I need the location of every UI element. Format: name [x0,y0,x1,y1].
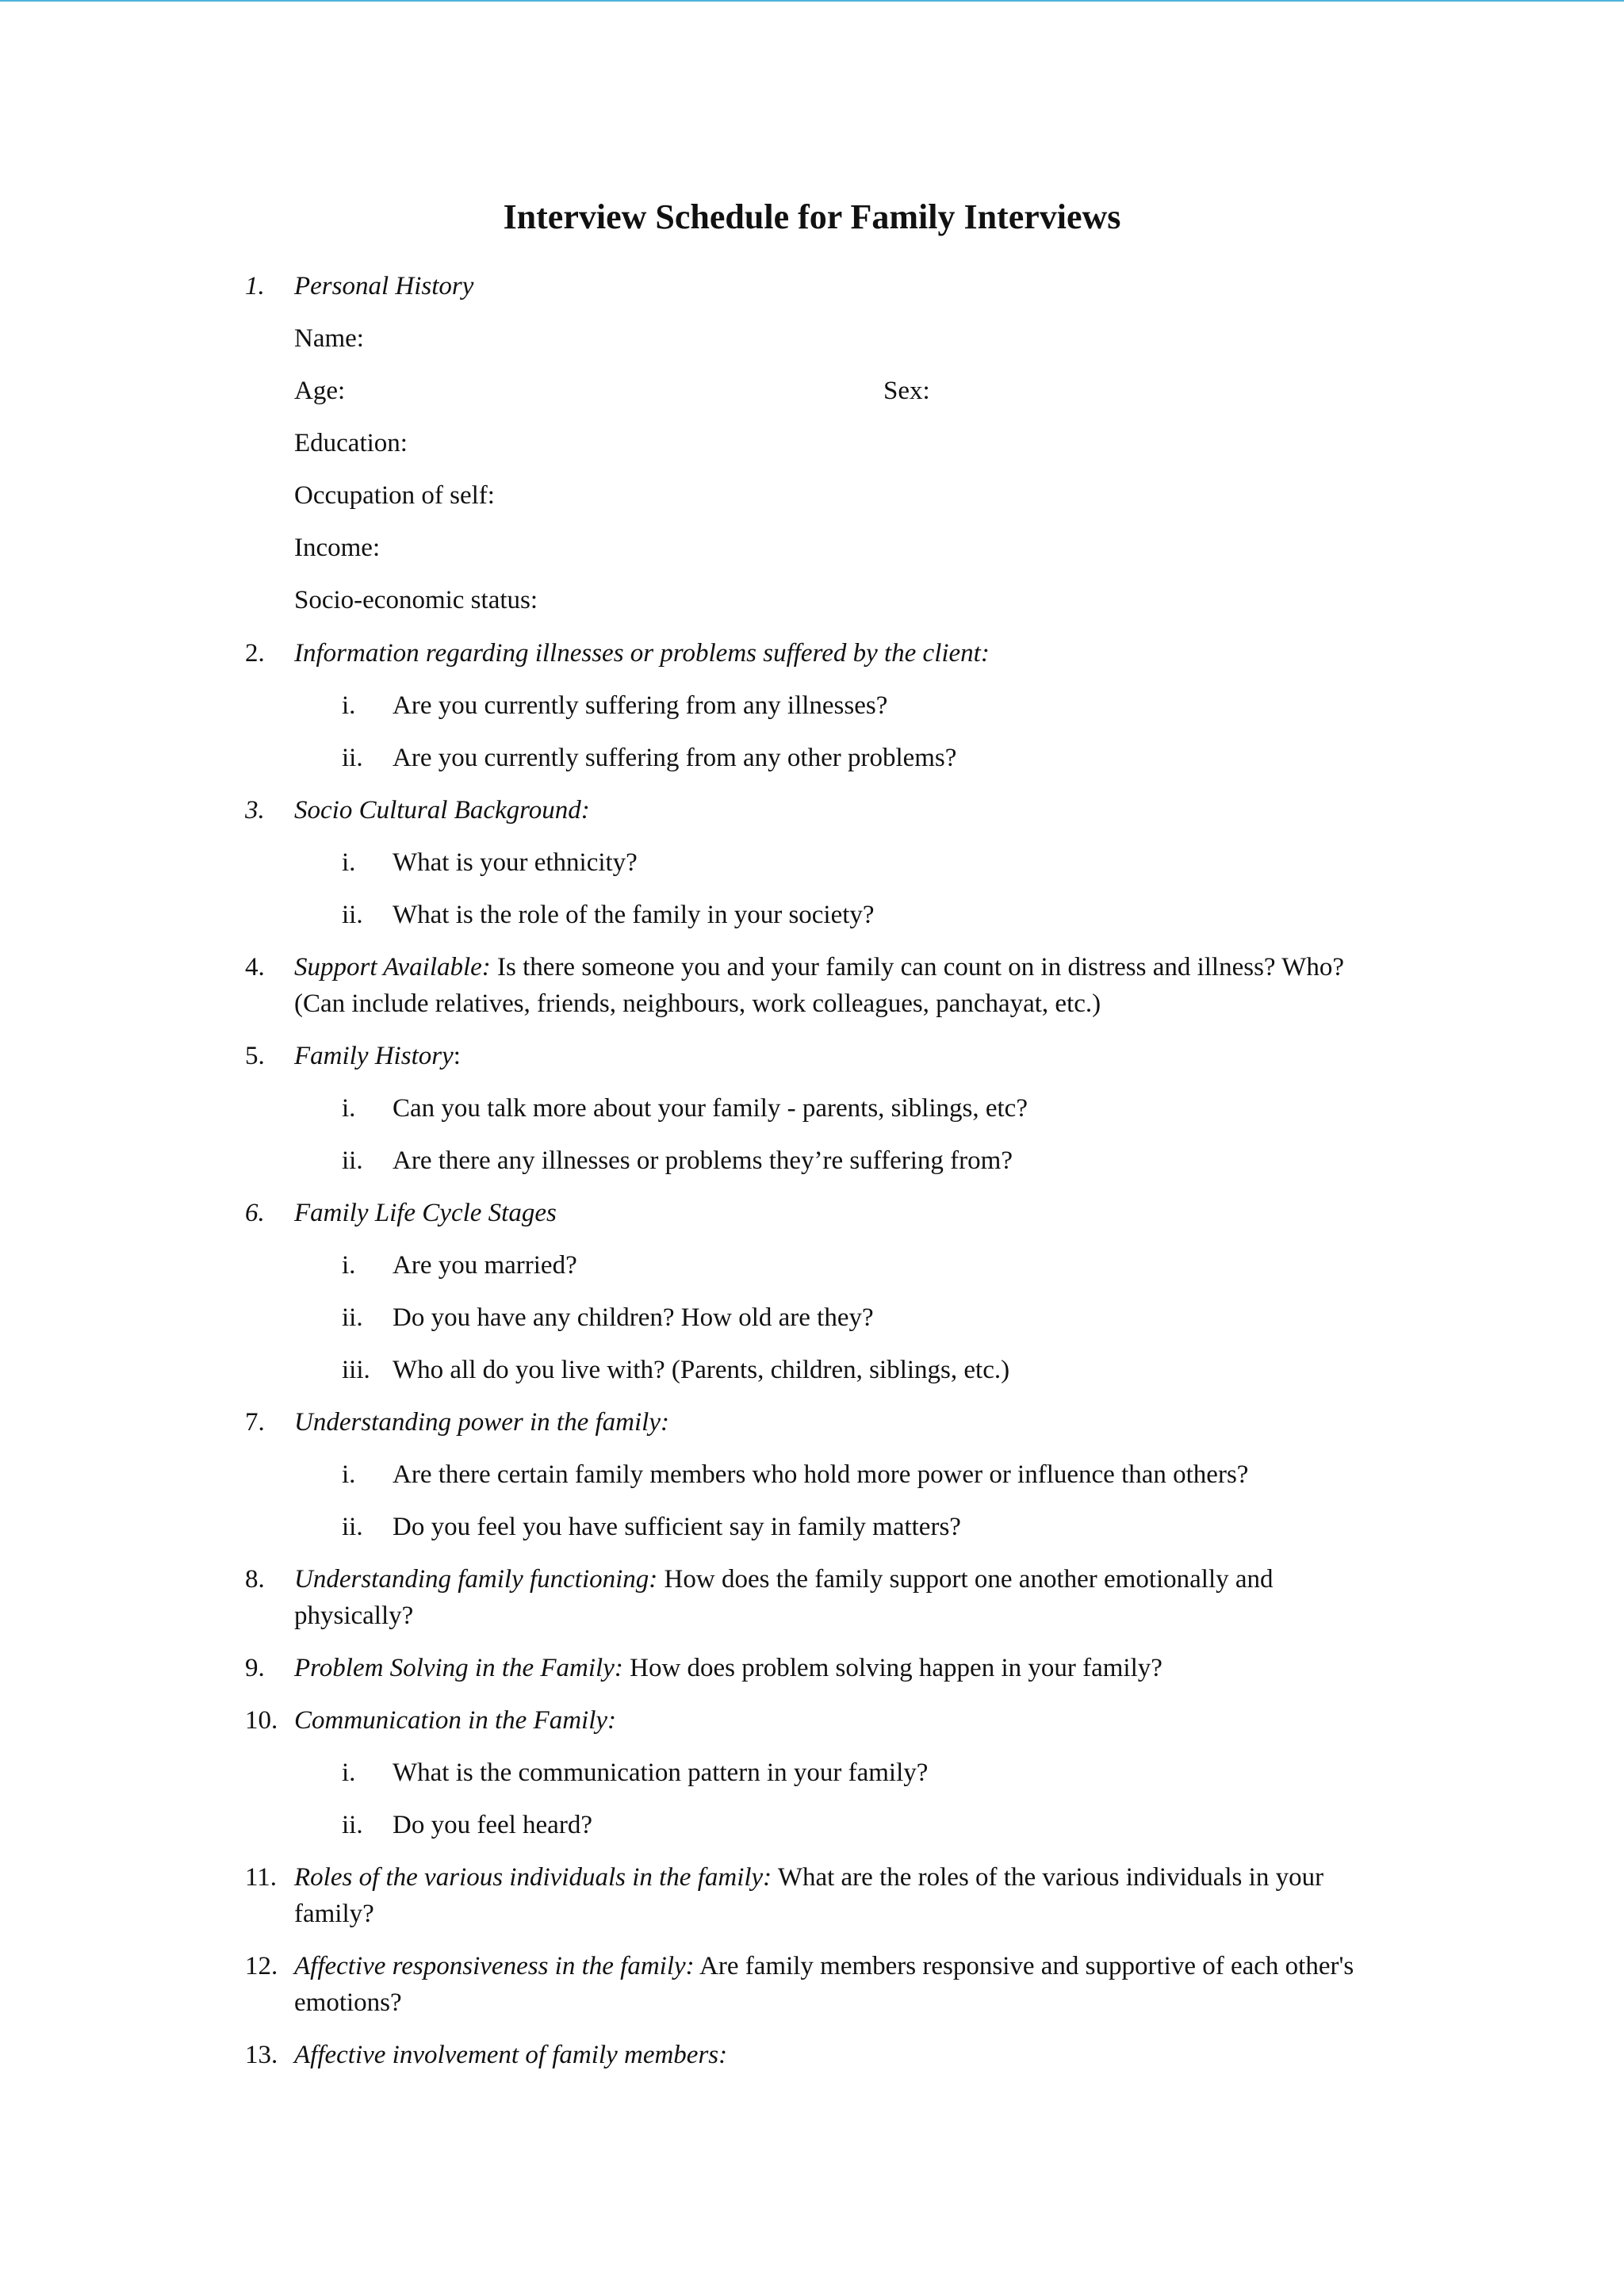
item-text: Are you currently suffering from any illnesses? [393,691,888,720]
item-text: Do you feel you have sufficient say in family matters? [393,1513,961,1541]
section-number: 7. [245,1408,265,1437]
item-number: ii. [342,744,363,772]
section-number: 6. [245,1199,265,1227]
field-income-label: Income: [294,534,381,562]
section-heading: Understanding power in the family: [294,1408,669,1437]
section-heading: Communication in the Family: [294,1706,617,1735]
item-number: ii. [342,1513,363,1541]
section-number: 12. [245,1952,278,1980]
section-text: What are the roles of the various individuals in your [772,1863,1324,1892]
section-text: How does problem solving happen in your family? [622,1654,1162,1682]
item-text: Do you have any children? How old are they? [393,1303,874,1332]
section-heading: Affective responsiveness in the family: [294,1952,695,1980]
section-number: 11. [245,1863,278,1892]
field-age-label: Age: [294,377,346,405]
page-title: Interview Schedule for Family Interviews [503,197,1121,236]
item-text: Are there any illnesses or problems they’re suffering from? [393,1146,1013,1175]
section-heading: Socio Cultural Background: [294,796,590,825]
section-heading: Family History [294,1042,454,1070]
field-ses-label: Socio-economic status: [294,586,538,614]
section-number: 9. [245,1654,265,1682]
item-number: ii. [342,1811,363,1839]
section-text-continued: (Can include relatives, friends, neighbours, work colleagues, panchayat, etc.) [294,989,1101,1018]
section-number: 2. [245,639,265,668]
item-number: i. [342,691,356,720]
section-text-continued: family? [294,1900,374,1928]
item-number: iii. [342,1356,370,1384]
section-number: 5. [245,1042,265,1070]
item-number: i. [342,1460,356,1489]
section-number: 10. [245,1706,278,1735]
item-number: i. [342,1094,356,1123]
section-number: 8. [245,1565,265,1594]
item-number: i. [342,1758,356,1787]
section-heading: Information regarding illnesses or problems suffered by the client: [294,639,990,668]
item-number: i. [342,1251,356,1280]
item-text: Can you talk more about your family - parents, siblings, etc? [393,1094,1028,1123]
section-heading: Understanding family functioning: [294,1565,658,1594]
section-text: Is there someone you and your family can count on in distress and illness? Who? [490,953,1345,982]
item-text: Do you feel heard? [393,1811,592,1839]
item-text: Are you married? [393,1251,577,1280]
section-number: 1. [245,272,265,300]
item-text: Are you currently suffering from any other problems? [393,744,957,772]
item-number: ii. [342,1303,363,1332]
section-text: How does the family support one another emotionally and [657,1565,1274,1594]
item-text: What is your ethnicity? [393,848,638,877]
item-number: i. [342,848,356,877]
item-number: ii. [342,1146,363,1175]
section-text-continued: emotions? [294,1988,402,2017]
section-text-continued: physically? [294,1601,414,1630]
field-name-label: Name: [294,324,364,353]
section-heading: Roles of the various individuals in the family: [294,1863,772,1892]
field-education-label: Education: [294,429,408,457]
section-number: 3. [245,796,265,825]
item-number: ii. [342,901,363,929]
section-number: 13. [245,2041,278,2069]
item-text: Who all do you live with? (Parents, children, siblings, etc.) [393,1356,1010,1384]
section-heading: Affective involvement of family members: [294,2041,728,2069]
section-text: Are family members responsive and supportive of each other's [694,1952,1354,1980]
section-heading: Personal History [294,272,474,300]
field-sex-label: Sex: [883,377,930,405]
item-text: What is the communication pattern in your family? [393,1758,929,1787]
section-number: 4. [245,953,265,982]
section-heading: Family Life Cycle Stages [294,1199,557,1227]
field-occupation-label: Occupation of self: [294,481,495,510]
section-heading: Problem Solving in the Family: [294,1654,623,1682]
item-text: What is the role of the family in your society? [393,901,875,929]
section-heading-suffix: : [453,1042,461,1070]
section-heading: Support Available: [294,953,491,982]
item-text: Are there certain family members who hold more power or influence than others? [393,1460,1249,1489]
